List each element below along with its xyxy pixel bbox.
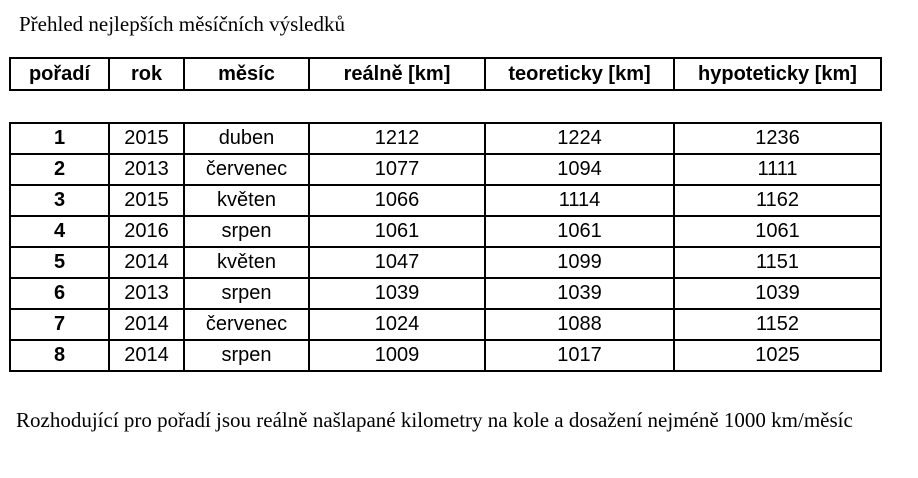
table-row [10,278,881,309]
cell-rank: 3 [10,185,109,216]
cell-year: 2014 [109,340,184,371]
table-row [10,123,881,154]
cell-theoretical-km: 1094 [485,154,674,185]
cell-month: duben [184,123,309,154]
cell-month: červenec [184,309,309,340]
cell-year: 2015 [109,123,184,154]
cell-month: květen [184,185,309,216]
cell-rank: 4 [10,216,109,247]
cell-theoretical-km: 1017 [485,340,674,371]
results-table-header [9,57,882,91]
cell-year: 2015 [109,185,184,216]
table-row [10,309,881,340]
cell-real-km: 1039 [309,278,485,309]
column-header-theoretical-km: teoreticky [km] [485,58,674,90]
column-header-real-km: reálně [km] [309,58,485,90]
cell-rank: 6 [10,278,109,309]
cell-year: 2013 [109,154,184,185]
cell-real-km: 1047 [309,247,485,278]
cell-month: červenec [184,154,309,185]
cell-hypothetical-km: 1152 [674,309,881,340]
cell-real-km: 1061 [309,216,485,247]
cell-hypothetical-km: 1236 [674,123,881,154]
cell-year: 2013 [109,278,184,309]
cell-real-km: 1077 [309,154,485,185]
footnote: Rozhodující pro pořadí jsou reálně našlapané kilometry na kole a dosažení nejméně 1000 km/měsíc [16,408,853,432]
table-row [10,216,881,247]
cell-hypothetical-km: 1111 [674,154,881,185]
column-header-year: rok [109,58,184,90]
table-row [10,340,881,371]
column-header-hypothetical-km: hypoteticky [km] [674,58,881,90]
cell-real-km: 1024 [309,309,485,340]
cell-month: srpen [184,340,309,371]
cell-theoretical-km: 1039 [485,278,674,309]
cell-hypothetical-km: 1061 [674,216,881,247]
cell-month: srpen [184,216,309,247]
cell-theoretical-km: 1099 [485,247,674,278]
cell-real-km: 1066 [309,185,485,216]
column-header-rank: pořadí [10,58,109,90]
table-row [10,247,881,278]
cell-rank: 8 [10,340,109,371]
cell-month: květen [184,247,309,278]
cell-hypothetical-km: 1039 [674,278,881,309]
cell-rank: 7 [10,309,109,340]
cell-hypothetical-km: 1151 [674,247,881,278]
cell-theoretical-km: 1088 [485,309,674,340]
table-row [10,154,881,185]
cell-rank: 1 [10,123,109,154]
page-title: Přehled nejlepších měsíčních výsledků [19,12,346,36]
cell-theoretical-km: 1061 [485,216,674,247]
cell-hypothetical-km: 1162 [674,185,881,216]
cell-rank: 5 [10,247,109,278]
table-row [10,185,881,216]
cell-year: 2016 [109,216,184,247]
cell-theoretical-km: 1114 [485,185,674,216]
cell-rank: 2 [10,154,109,185]
cell-real-km: 1212 [309,123,485,154]
column-header-month: měsíc [184,58,309,90]
cell-month: srpen [184,278,309,309]
cell-real-km: 1009 [309,340,485,371]
cell-year: 2014 [109,247,184,278]
cell-theoretical-km: 1224 [485,123,674,154]
cell-year: 2014 [109,309,184,340]
header-row [10,58,881,90]
cell-hypothetical-km: 1025 [674,340,881,371]
results-table-body [10,123,881,371]
results-table [9,122,882,372]
